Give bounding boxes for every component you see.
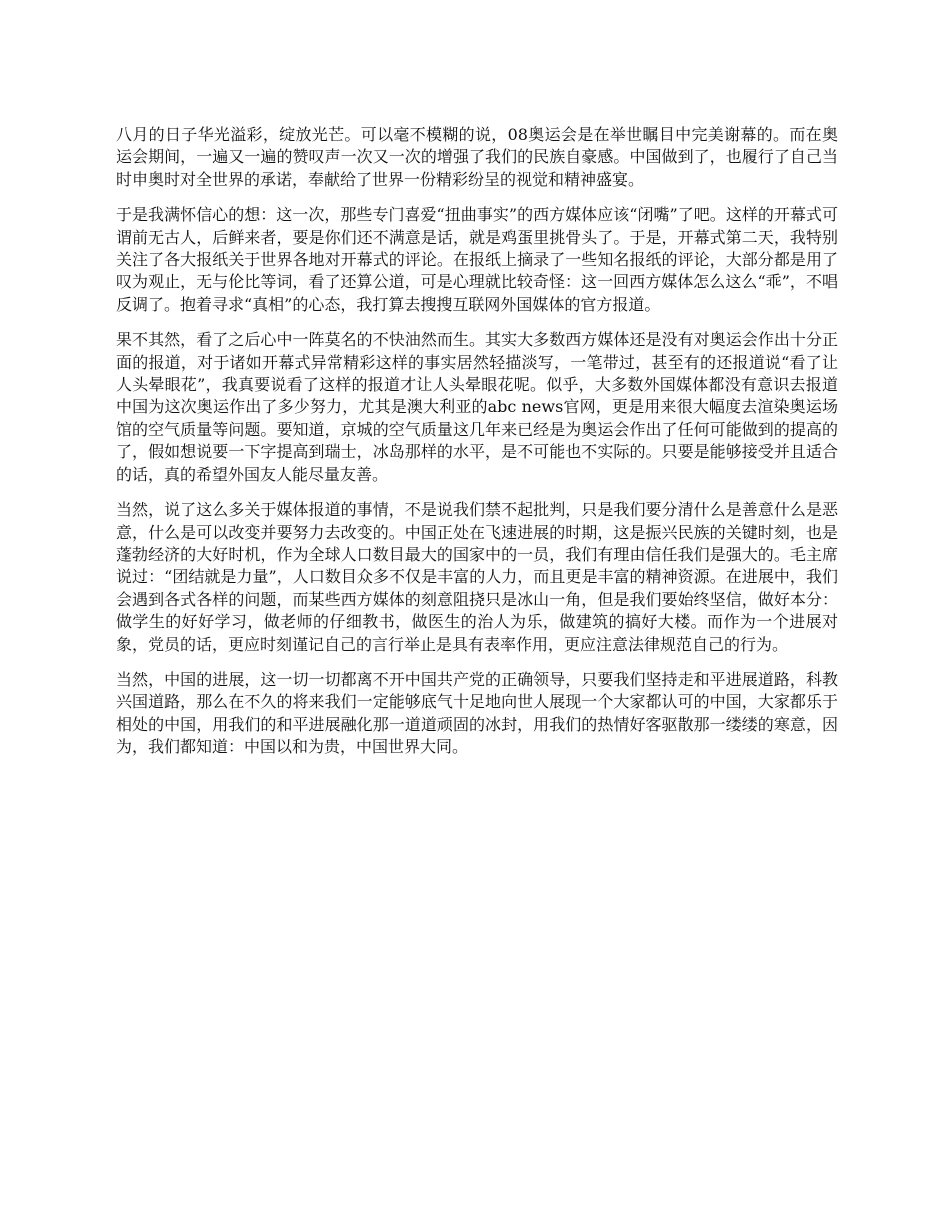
paragraph-4: 当然，说了这么多关于媒体报道的事情，不是说我们禁不起批判，只是我们要分清什么是善意什么是恶意，什么是可以改变并要努力去改变的。中国正处在飞速进展的时期，这是振兴民族的关键时刻，也是蓬勃经济的大好时机，作为全球人口数目最大的国家中的一员，我们有理由信任我们是强大的。毛主席说过：“团结就是力量”，人口数目众多不仅是丰富的人力，而且更是丰富的精神资源。在进展中，我们会遇到各式各样的问题，而某些西方媒体的刻意阻挠只是冰山一角，但是我们要始终坚信，做好本分：做学生的好好学习，做老师的仔细教书，做医生的治人为乐，做建筑的搞好大楼。而作为一个进展对象，党员的话，更应时刻谨记自己的言行举止是具有表率作用，更应注意法律规范自己的行为。 — [116, 500, 838, 654]
paragraph-5: 当然，中国的进展，这一切一切都离不开中国共产党的正确领导，只要我们坚持走和平进展道路，科教兴国道路，那么在不久的将来我们一定能够底气十足地向世人展现一个大家都认可的中国，大家都乐于相处的中国，用我们的和平进展融化那一道道顽固的冰封，用我们的热情好客驱散那一缕缕的寒意，因为，我们都知道：中国以和为贵，中国世界大同。 — [116, 669, 838, 757]
paragraph-1: 八月的日子华光溢彩，绽放光芒。可以毫不模糊的说，08奥运会是在举世瞩目中完美谢幕的。而在奥运会期间，一遍又一遍的赞叹声一次又一次的增强了我们的民族自豪感。中国做到了，也履行了自己当时申奥时对全世界的承诺，奉献给了世界一份精彩纷呈的视觉和精神盛宴。 — [116, 125, 838, 189]
paragraph-2: 于是我满怀信心的想：这一次，那些专门喜爱“扭曲事实”的西方媒体应该“闭嘴”了吧。这样的开幕式可谓前无古人，后鲜来者，要是你们还不满意是话，就是鸡蛋里挑骨头了。于是，开幕式第二天，我特别关注了各大报纸关于世界各地对开幕式的评论。在报纸上摘录了一些知名报纸的评论，大部分都是用了叹为观止，无与伦比等词，看了还算公道，可是心理就比较奇怪：这一回西方媒体怎么这么“乖”，不唱反调了。抱着寻求“真相”的心态，我打算去搜搜互联网外国媒体的官方报道。 — [116, 205, 838, 314]
document-body — [116, 124, 838, 772]
paragraph-3: 果不其然，看了之后心中一阵莫名的不快油然而生。其实大多数西方媒体还是没有对奥运会作出十分正面的报道，对于诸如开幕式异常精彩这样的事实居然轻描淡写，一笔带过，甚至有的还报道说“看了让人头晕眼花”，我真要说看了这样的报道才让人头晕眼花呢。似乎，大多数外国媒体都没有意识去报道中国为这次奥运作出了多少努力，尤其是澳大利亚的abc news官网，更是用来很大幅度去渲染奥运场馆的空气质量等问题。要知道，京城的空气质量这几年来已经是为奥运会作出了任何可能做到的提高的了，假如想说要一下字提高到瑞士，冰岛那样的水平，是不可能也不实际的。只要是能够接受并且适合的话，真的希望外国友人能尽量友善。 — [116, 330, 838, 484]
